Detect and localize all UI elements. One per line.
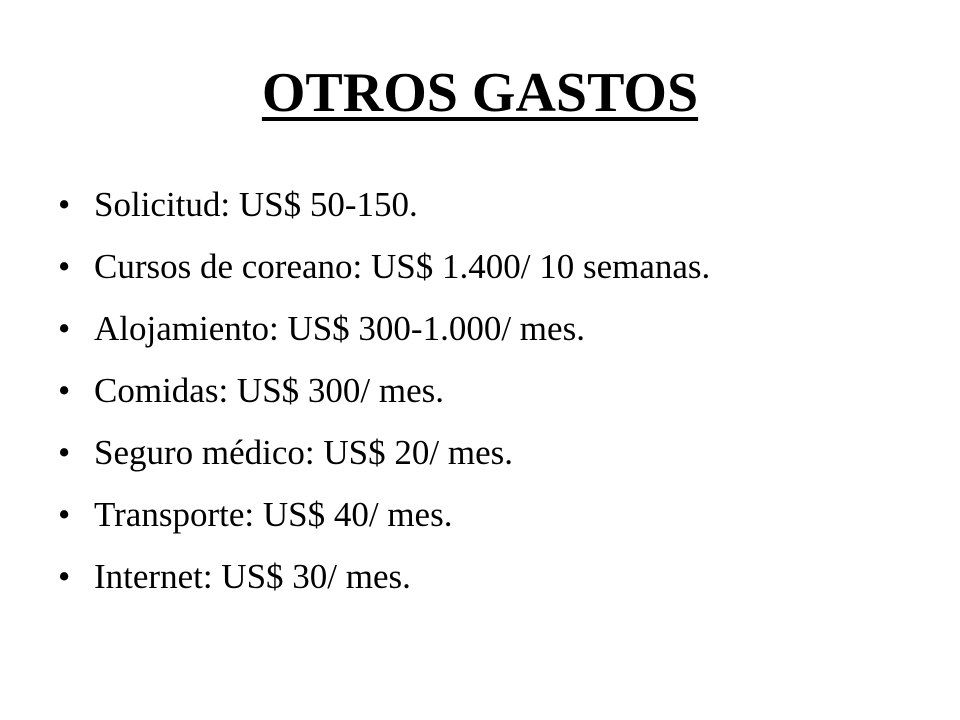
bullet-icon: • [58, 247, 71, 286]
list-item [58, 174, 918, 236]
bullet-icon: • [58, 557, 71, 596]
list-item [58, 360, 918, 422]
list-item-text: Solicitud: US$ 50-150. [94, 185, 418, 224]
bullet-icon: • [58, 185, 71, 224]
list-item-text: Cursos de coreano: US$ 1.400/ 10 semanas. [94, 247, 711, 286]
list-item [58, 298, 918, 360]
list-item-text: Internet: US$ 30/ mes. [94, 557, 411, 596]
bullet-icon: • [58, 371, 71, 410]
list-item-text: Seguro médico: US$ 20/ mes. [94, 433, 513, 472]
list-item [58, 546, 918, 608]
expense-list [58, 174, 918, 608]
list-item-text: Alojamiento: US$ 300-1.000/ mes. [94, 309, 585, 348]
slide-title-text: OTROS GASTOS [261, 62, 699, 124]
bullet-icon: • [58, 495, 71, 534]
list-item [58, 484, 918, 546]
list-item-text: Comidas: US$ 300/ mes. [94, 371, 445, 410]
bullet-icon: • [58, 309, 71, 348]
slide-title [0, 58, 960, 128]
bullet-icon: • [58, 433, 71, 472]
list-item-text: Transporte: US$ 40/ mes. [94, 495, 453, 534]
list-item [58, 422, 918, 484]
list-item [58, 236, 918, 298]
